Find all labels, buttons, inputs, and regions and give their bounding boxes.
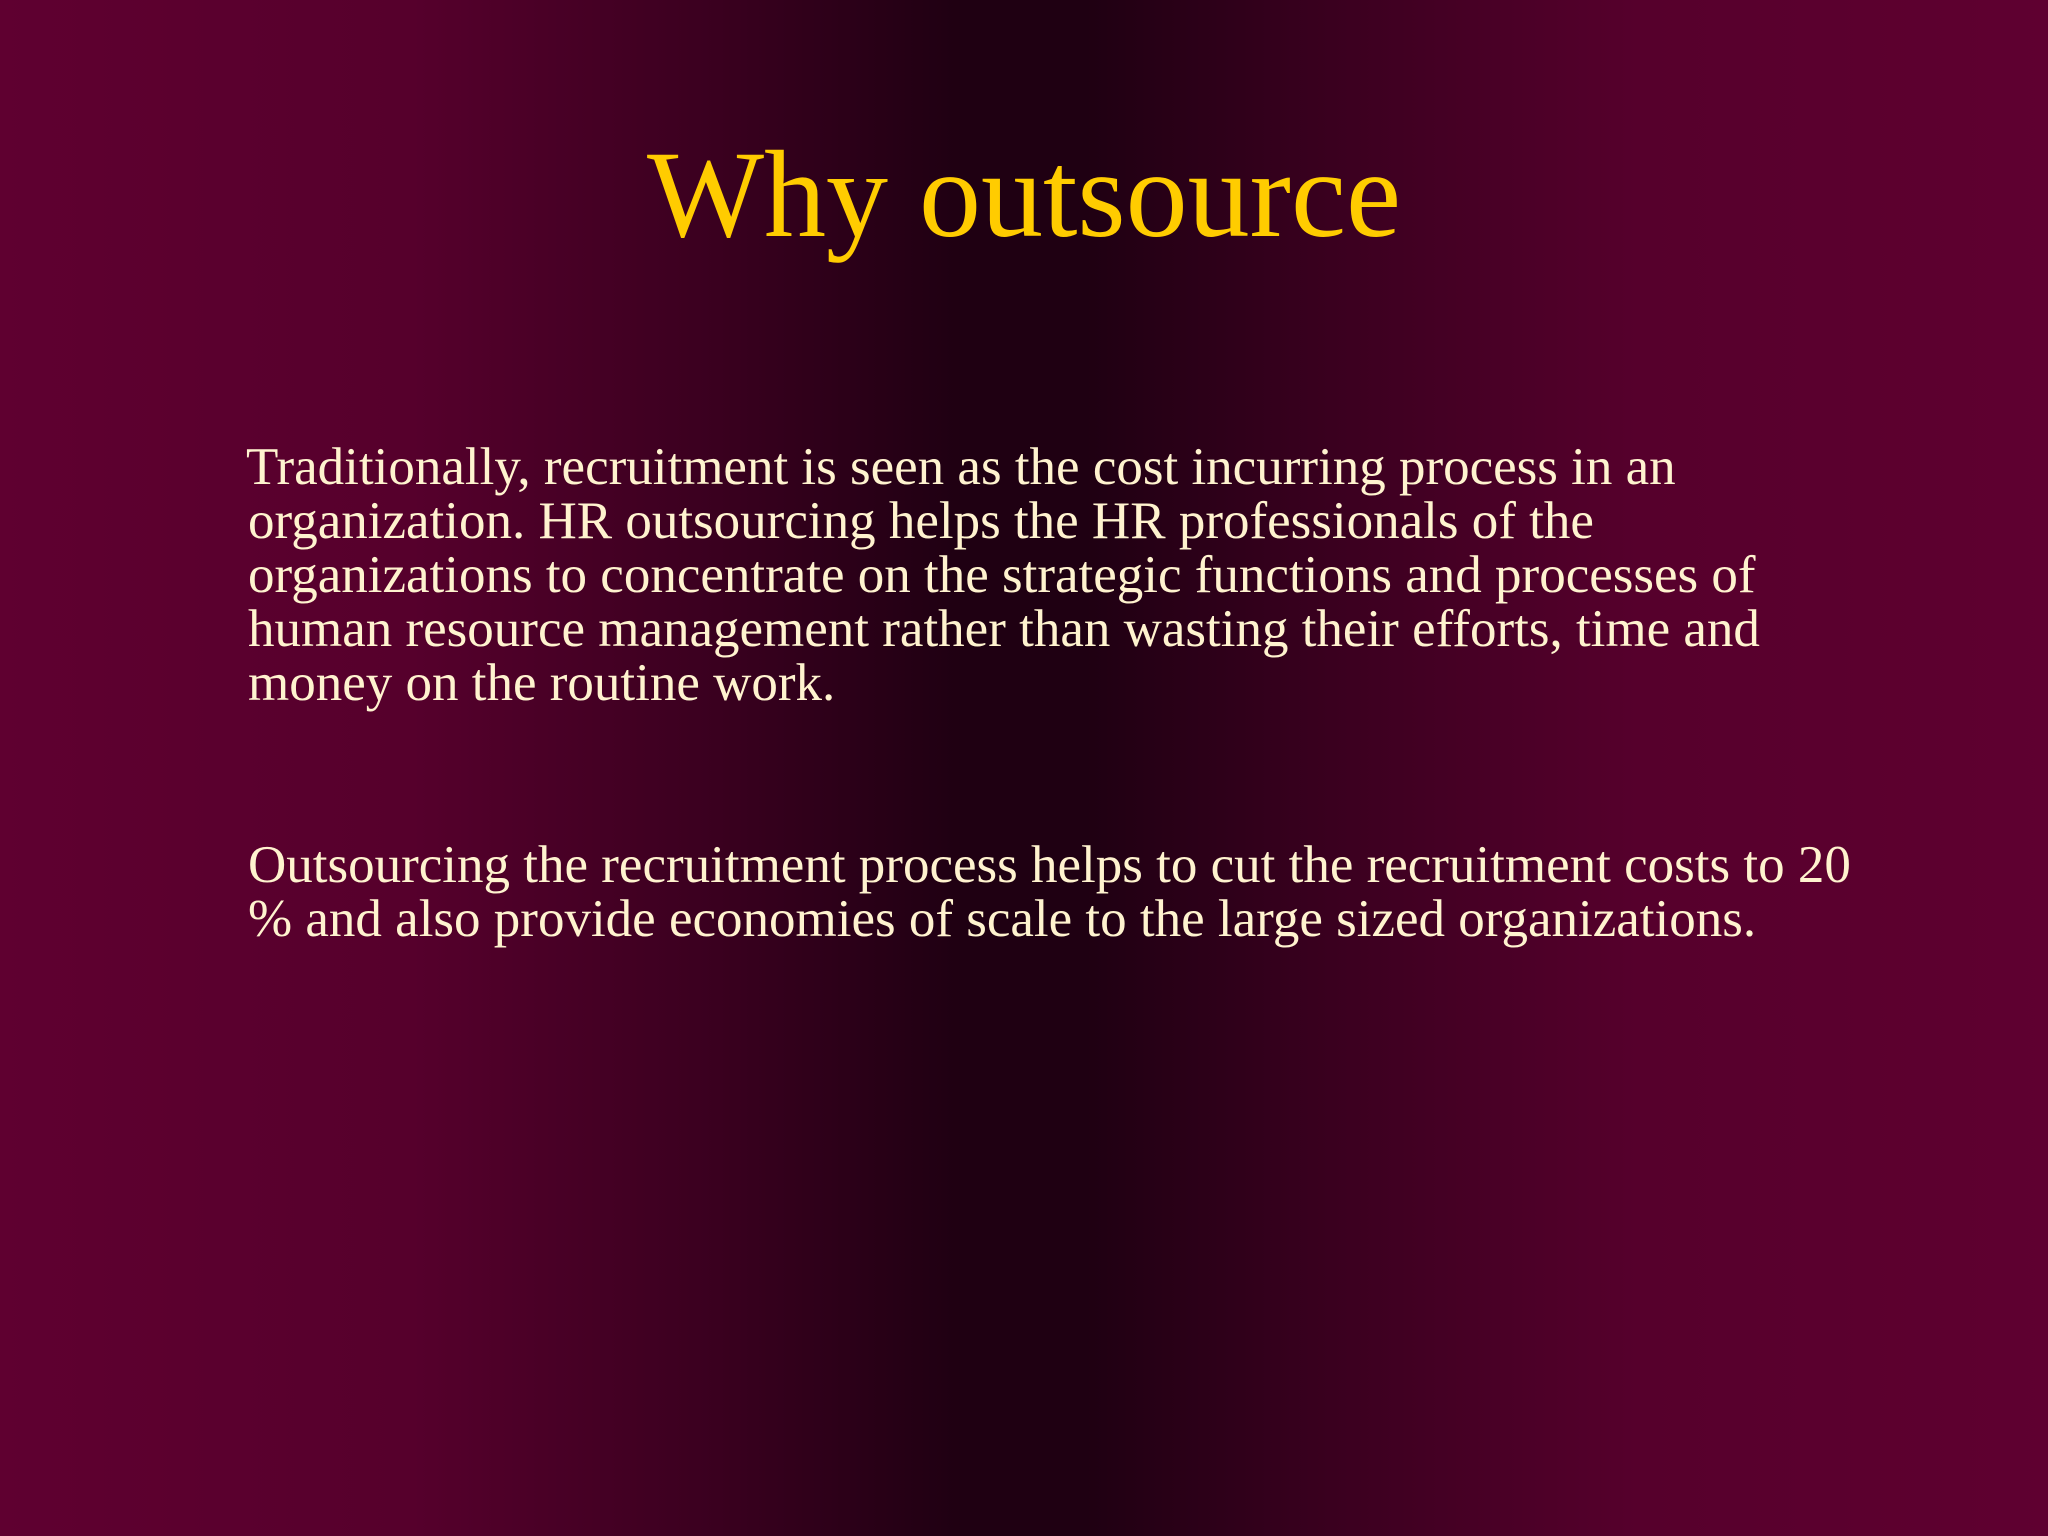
slide-body xyxy=(248,440,1888,946)
body-paragraph-2: Outsourcing the recruitment process helps to cut the recruitment costs to 20 % and also provide economies of scale to the large sized organizations. xyxy=(248,836,1851,948)
body-paragraph-1: Traditionally, recruitment is seen as the cost incurring process in an organization. HR outsourcing helps the HR professionals of the organizations to concentrate on the strategic functions and processes of human resource management rather than wasting their efforts, time and money on the routine work. xyxy=(246,438,1760,712)
slide-title: Why outsource xyxy=(646,126,1402,263)
